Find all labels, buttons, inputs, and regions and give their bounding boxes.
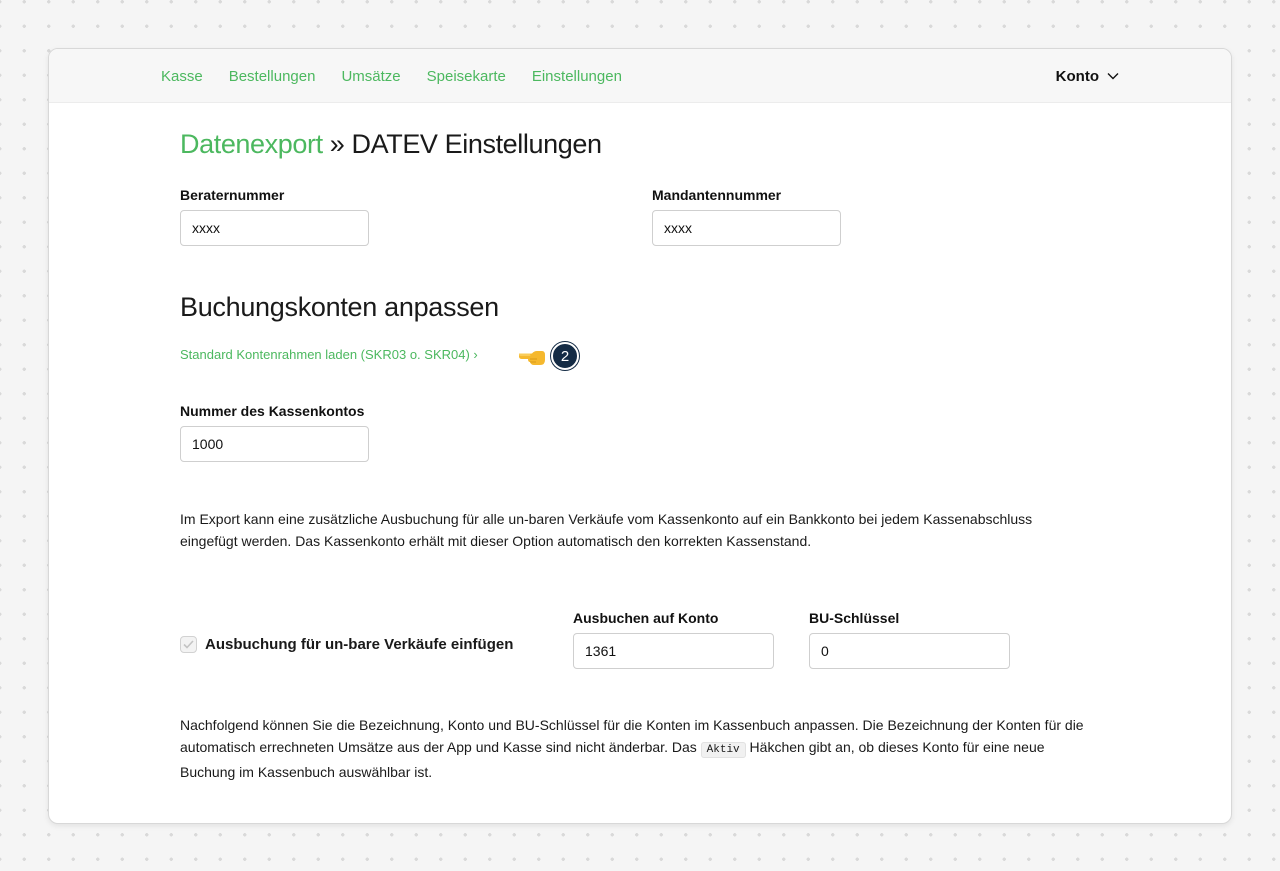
- bu-schluessel-input[interactable]: [809, 633, 1010, 669]
- mandanten-input[interactable]: [652, 210, 841, 246]
- nav-link-einstellungen[interactable]: Einstellungen: [531, 67, 622, 85]
- pointing-hand-icon: [517, 345, 547, 372]
- account-label: Konto: [1055, 67, 1099, 85]
- ausbuchung-checkbox[interactable]: [180, 636, 197, 653]
- ausbuchung-checkbox-label[interactable]: Ausbuchung für un-bare Verkäufe einfügen: [205, 636, 514, 653]
- nav-link-kasse[interactable]: Kasse: [161, 67, 203, 85]
- page-title-text: DATEV Einstellungen: [351, 129, 602, 159]
- nav-link-bestellungen[interactable]: Bestellungen: [228, 67, 316, 85]
- load-kontenrahmen-link[interactable]: Standard Kontenrahmen laden (SKR03 o. SKR04) ›: [180, 347, 478, 362]
- breadcrumb-datenexport[interactable]: Datenexport: [180, 129, 323, 159]
- page-title: [180, 129, 602, 160]
- checkmark-icon: [183, 640, 194, 649]
- berater-label: Beraternummer: [180, 187, 285, 203]
- mandanten-label: Mandantennummer: [652, 187, 782, 203]
- ausbuchen-konto-label: Ausbuchen auf Konto: [573, 610, 719, 626]
- berater-input[interactable]: [180, 210, 369, 246]
- kassenbuch-info-text-part1: Nachfolgend können Sie die Bezeichnung, Konto und BU-Schlüssel für die Konten im Kassenbuch anpassen. Die Bezeichnung der Konten für die automatisch errechneten Umsätze aus der App und Kasse sind nicht änderbar. Das: [180, 717, 1084, 755]
- nav-link-umsaetze[interactable]: Umsätze: [341, 67, 401, 85]
- ausbuchung-info-text: Im Export kann eine zusätzliche Ausbuchung für alle un-baren Verkäufe vom Kassenkonto auf ein Bankkonto bei jedem Kassenabschluss eingefügt werden. Das Kassenkonto erhält mit dieser Option automatisch den korrekten Kassenstand.: [180, 511, 1033, 549]
- step-badge: 2: [551, 342, 579, 370]
- nav-links: [161, 49, 648, 103]
- account-menu[interactable]: [1056, 49, 1119, 103]
- kassenbuch-info-text-part2: Häkchen gibt an, ob dieses Konto für eine neue Buchung im Kassenbuch auswählbar ist.: [180, 739, 1045, 780]
- app-window: [48, 48, 1232, 824]
- breadcrumb-separator: »: [322, 129, 352, 159]
- kassenkonto-input[interactable]: [180, 426, 369, 462]
- kassenkonto-label: Nummer des Kassenkontos: [180, 403, 365, 419]
- nav-link-speisekarte[interactable]: Speisekarte: [426, 67, 506, 85]
- section-title-buchungskonten: Buchungskonten anpassen: [180, 292, 499, 322]
- top-navbar: [49, 49, 1231, 103]
- aktiv-code: Aktiv: [701, 742, 746, 758]
- chevron-down-icon: [1107, 72, 1119, 80]
- bu-schluessel-label: BU-Schlüssel: [809, 610, 900, 626]
- ausbuchen-konto-input[interactable]: [573, 633, 774, 669]
- kassenbuch-info-text: [180, 714, 1090, 783]
